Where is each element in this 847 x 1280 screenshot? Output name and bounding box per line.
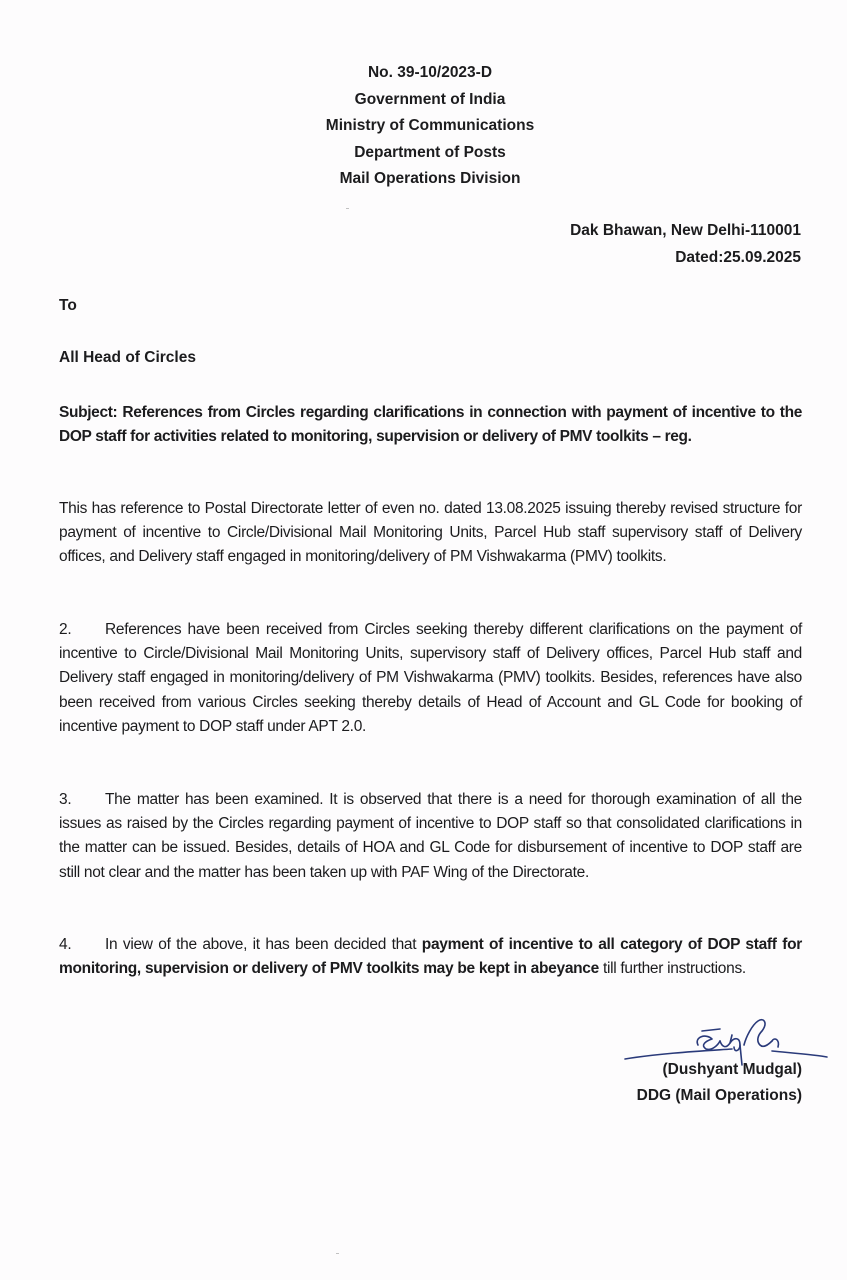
scan-artifact [336, 1253, 339, 1254]
to-label: To [59, 297, 77, 314]
paragraph-number: 2. [59, 621, 72, 638]
paragraph-text: In view of the above, it has been decided that [105, 936, 422, 953]
letterhead [0, 60, 847, 193]
paragraph-text: The matter has been examined. It is observed that there is a need for thorough examination of all the issues as raised by the Circles regarding payment of incentive to DOP staff so that consolidated clarifications in the matter can be issued. Besides, details of HOA and GL Code for disbursement of incentive to DOP staff are still not clear and the matter has been taken up with PAF Wing of the Directorate. [59, 791, 802, 881]
paragraph-text: References have been received from Circles seeking thereby different clarifications on the payment of incentive to Circle/Divisional Mail Monitoring Units, supervisory staff of Delivery offices, Parcel Hub staff and Delivery staff engaged in monitoring/delivery of PM Vishwakarma (PMV) toolkits. Besides, references have also been received from various Circles seeking thereby details of Head of Account and GL Code for booking of incentive payment to DOP staff under APT 2.0. [59, 621, 802, 735]
signatory-name: (Dushyant Mudgal) [662, 1061, 802, 1078]
paragraph-2 [59, 618, 802, 739]
signatory-designation: DDG (Mail Operations) [636, 1087, 802, 1104]
addressee: All Head of Circles [59, 349, 196, 366]
paragraph-number: 3. [59, 791, 72, 808]
division-name: Mail Operations Division [339, 170, 521, 187]
paragraph-4 [59, 933, 802, 981]
paragraph-tail: till further instructions. [598, 960, 746, 978]
file-number: No. 39-10/2023-D [367, 64, 493, 81]
paragraph-3 [59, 788, 802, 885]
department-name: Department of Posts [354, 143, 506, 161]
decision-text: payment of incentive to all category of DOP staff for monitoring, supervision or delivery of PMV toolkits may be kept in abeyance [59, 936, 802, 978]
signatory-block [637, 1057, 802, 1109]
paragraph-text: This has reference to Postal Directorate letter of even no. dated 13.08.2025 issuing thereby revised structure for payment of incentive to Circle/Divisional Mail Monitoring Units, Parcel Hub staff supervisory staff of Delivery offices, and Delivery staff engaged in monitoring/delivery of PM Vishwakarma (PMV) toolkits. [59, 500, 802, 566]
ministry-name: Ministry of Communications [325, 117, 535, 134]
paragraph-1 [59, 497, 802, 570]
scan-artifact [346, 208, 349, 209]
subject-line: Subject: References from Circles regarding clarifications in connection with payment of incentive to the DOP staff for activities related to monitoring, supervision or delivery of PMV toolkits – reg. [59, 404, 802, 445]
government-name: Government of India [354, 90, 506, 108]
paragraph-number: 4. [59, 936, 72, 953]
letter-date: Dated:25.09.2025 [675, 248, 801, 266]
sender-address [570, 218, 801, 271]
sender-place: Dak Bhawan, New Delhi-110001 [570, 222, 801, 239]
